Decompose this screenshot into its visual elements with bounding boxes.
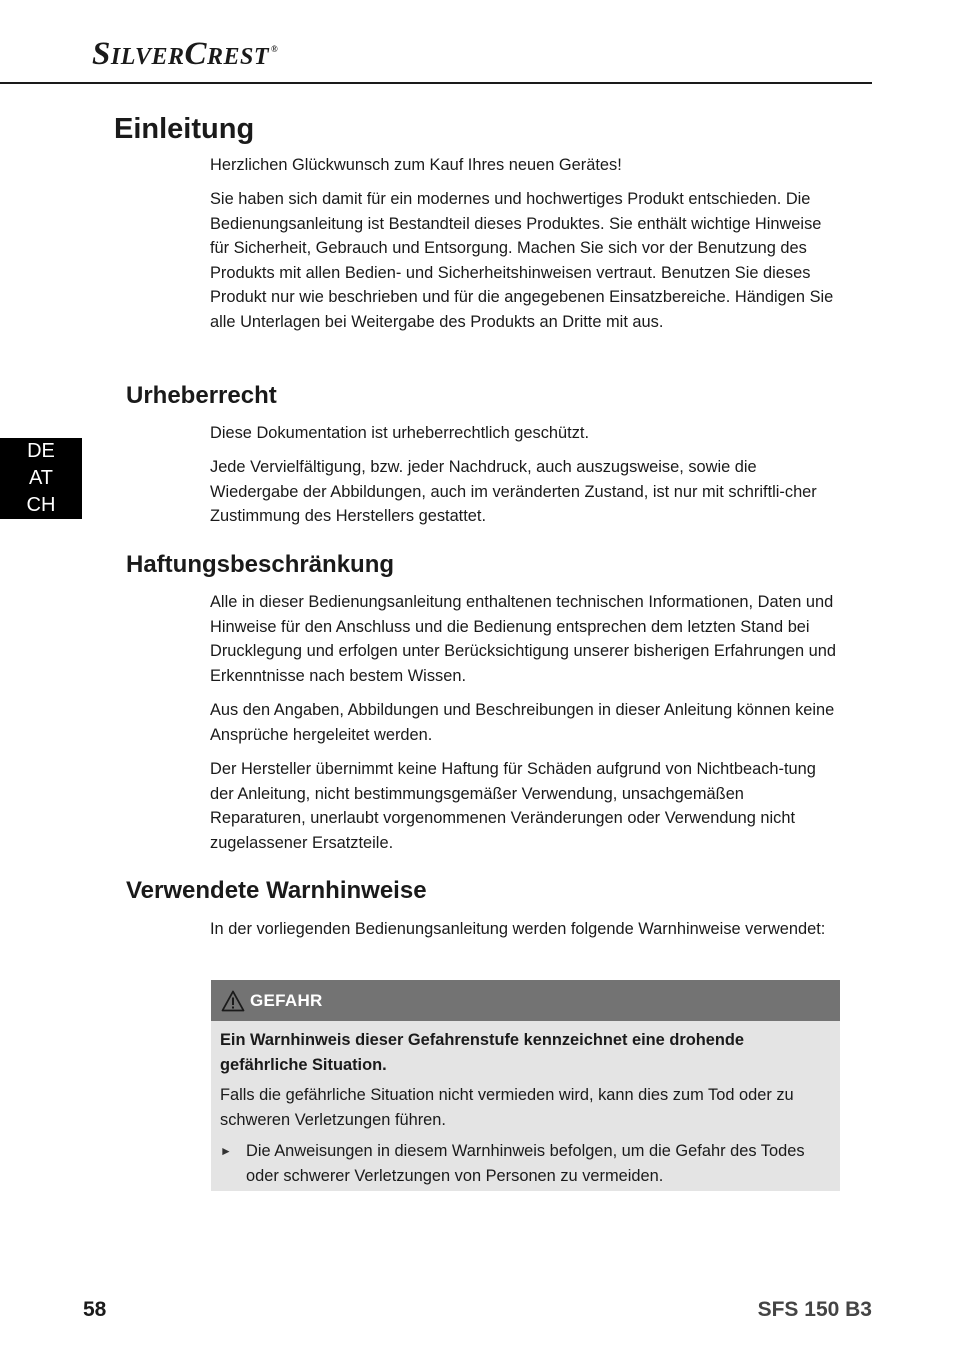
bullet-arrow-icon: ► bbox=[220, 1144, 232, 1158]
section-title-warnings: Verwendete Warnhinweise bbox=[126, 877, 427, 904]
model-number: SFS 150 B3 bbox=[757, 1298, 872, 1321]
warning-box bbox=[211, 980, 840, 1191]
warning-label: GEFAHR bbox=[250, 990, 323, 1010]
warnings-paragraph-1: In der vorliegenden Bedienungsanleitung werden folgende Warnhinweise verwendet: bbox=[210, 920, 826, 938]
liability-paragraph-2: Aus den Angaben, Abbildungen und Beschreibungen in dieser Anleitung können keine Ansprüche hergeleitet werden. bbox=[210, 701, 835, 744]
page-number: 58 bbox=[83, 1298, 107, 1321]
warning-bold-text: Ein Warnhinweis dieser Gefahrenstufe kennzeichnet eine drohende gefährliche Situation. bbox=[220, 1031, 745, 1074]
lang-ch: CH bbox=[26, 494, 56, 516]
lang-de: DE bbox=[27, 440, 55, 462]
lang-at: AT bbox=[28, 467, 54, 489]
warning-bullet-text: Die Anweisungen in diesem Warnhinweis befolgen, um die Gefahr des Todes oder schwerer Verletzungen von Personen zu vermeiden. bbox=[246, 1142, 805, 1185]
intro-paragraph-1: Herzlichen Glückwunsch zum Kauf Ihres neuen Gerätes! bbox=[210, 156, 622, 174]
liability-paragraph-3: Der Hersteller übernimmt keine Haftung für Schäden aufgrund von Nichtbeach-tung der Anleitung, nicht bestimmungsgemäßer Verwendung, unsachgemäßen Reparaturen, unerlaubt vorgenommenen Veränderungen oder Verwendung nicht zugelassener Ersatzteile. bbox=[210, 760, 816, 852]
liability-paragraph-1: Alle in dieser Bedienungsanleitung enthaltenen technischen Informationen, Daten und Hinweise für den Anschluss und die Bedienung entsprechen dem letzten Stand bei Drucklegung und erfolgen unter Berücksichtigung unserer bisherigen Erfahrungen und Erkenntnisse nach bestem Wissen. bbox=[210, 593, 836, 685]
intro-paragraph-2: Sie haben sich damit für ein modernes und hochwertiges Produkt entschieden. Die Bedienungsanleitung ist Bestandteil dieses Produktes. Sie enthält wichtige Hinweise für Sicherheit, Gebrauch und Entsorgung. Machen Sie sich vor der Benutzung des Produkts mit allen Bedien- und Sicherheitshinweisen vertraut. Benutzen Sie dieses Produkt nur wie beschrieben und für die angegebenen Einsatzbereiche. Händigen Sie alle Unterlagen bei Weitergabe des Produkts an Dritte mit aus. bbox=[210, 190, 834, 331]
page-title: Einleitung bbox=[114, 113, 255, 145]
copyright-paragraph-2: Jede Vervielfältigung, bzw. jeder Nachdruck, auch auszugsweise, sowie die Wiedergabe der Abbildungen, auch im veränderten Zustand, ist nur mit schriftli-cher Zustimmung des Herstellers gestattet. bbox=[210, 458, 817, 525]
section-title-liability: Haftungsbeschränkung bbox=[126, 551, 395, 578]
section-title-copyright: Urheberrecht bbox=[126, 382, 277, 409]
warning-header bbox=[211, 980, 840, 1021]
brand-logo: SILVERCREST ® bbox=[92, 36, 279, 72]
language-tab bbox=[0, 438, 82, 519]
copyright-paragraph-1: Diese Dokumentation ist urheberrechtlich geschützt. bbox=[210, 424, 589, 442]
warning-text: Falls die gefährliche Situation nicht vermieden wird, kann dies zum Tod oder zu schweren Verletzungen führen. bbox=[220, 1086, 794, 1129]
header-rule bbox=[0, 82, 872, 84]
warning-triangle-icon bbox=[221, 990, 245, 1012]
warning-bullet-item bbox=[220, 1139, 832, 1188]
